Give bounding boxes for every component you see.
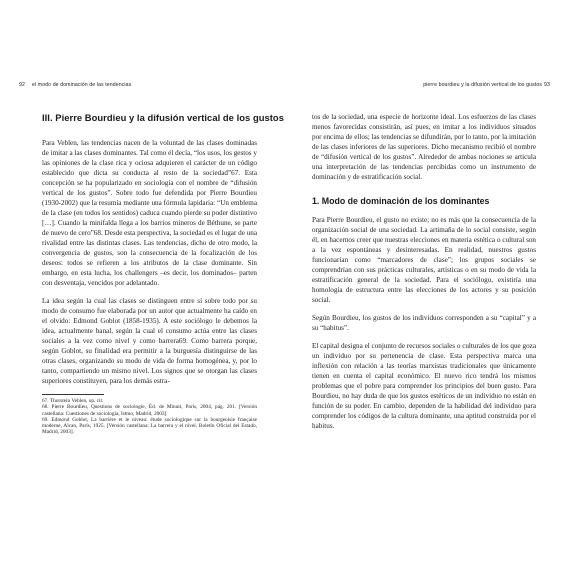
body-paragraph: El capital designa el conjunto de recursos sociales o culturales de los que goza un individuo por su pertenencia de clase. Esta perspectiva marca una inflexión con relación a las teorías marxistas tradicionales que únicamente tienen en cuenta el capital económico. El nuevo rico tendrá los mismos problemas que el pobre para comprender los principios del buen gusto. Para Bourdieu, no hay duda de que los gustos estéticos de un individuo no están en función de su poder. En cambio, dependen de la habilidad del individuo para comprender los códigos de la cultura dominante, una aptitud construida por el habitus.	[312, 342, 536, 430]
footnote-divider	[42, 394, 104, 395]
body-paragraph: Para Pierre Bourdieu, el gusto no existe; no es más que la consecuencia de la organización social de una sociedad. La artimaña de lo social consiste, según él, en hacernos creer que nuestras elecciones en materia estética o cultural son a la vez espontáneas y desinteresadas. En realidad, nuestros gustos funcionarían como “marcadores de clase”; los grupos sociales se comprendrían con sus prácticas culturales, artísticas o en su modo de vida la estratificación general de la sociedad. Para el sociólogo, existiría una homología de estructura entre las elecciones de los actores y su posición social.	[312, 216, 536, 304]
right-page-number: 93	[544, 82, 550, 88]
footnote: 68. Pierre Bourdieu, Questions de sociologie, Éd. de Minuit, París, 2004, pág. 201. [Versión castellana: Cuestiones de sociología, Istmo, Madrid, 2003].	[42, 404, 257, 417]
subsection-heading: 1. Modo de dominación de los dominantes	[312, 196, 490, 206]
right-text-column	[312, 112, 536, 439]
footnote: 69. Edmond Goblot, La barrière et le niveau: étude sociologique sur la bourgeoisie française moderne, Alcan, París, 1925. [Versión castellana: La barrera y el nivel, Boletín Oficial del Estado, Madrid, 2003].	[42, 416, 257, 436]
left-text-column	[42, 112, 284, 436]
body-paragraph: Según Bourdieu, los gustos de los individuos corresponden a su “capital” y a su “habitus”.	[312, 314, 536, 332]
body-paragraph: tos de la sociedad, una especie de horizonte ideal. Los esfuerzos de las clases menos favorecidas consistirán, así pues, en imitar a los individuos situados por encima de ellos; las tendencias se difundirán, por lo tanto, por la imitación de las clases inferiores de las superiores. Dicho mecanismo recibió el nombre de “difusión vertical de los gustos”. Alrededor de ambas nociones se articula una interpretación de las tendencias percibidas como un instrumento de dominación y de estratificación social.	[312, 113, 536, 181]
footnote: 67. Thorstein Veblen, op. cit.	[42, 398, 104, 404]
body-paragraph: La idea según la cual las clases se distinguen entre sí sobre todo por su modo de consumo fue elaborada por un autor que actualmente ha caído en el olvido: Edmond Goblot (1858-1935). A este sociólogo le debemos la idea, actualmente banal, según la cual el consumo actúa entre las clases sociales a la vez como nivel y como barrera69. Como barrera porque, según Goblot, su finalidad era permitir a la burguesía distinguirse de las otras clases, organizando su modo de vida de forma homogénea, y, por lo tanto, compartiendo un mismo nivel. Los signos que se otorgan las clases superiores constituyen, para los demás estra-	[42, 297, 257, 385]
right-running-title: pierre bourdieu y la difusión vertical de los gustos	[423, 82, 542, 88]
left-running-title: el modo de dominación de las tendencias	[32, 82, 132, 88]
body-paragraph: Para Veblen, las tendencias nacen de la voluntad de las clases dominadas de imitar a las clases dominantes. Tal como él decía, “los usos, los gestos y las opiniones de la clase rica y ociosa adquieren el carácter de un código establecido que dicta su conducta al resto de la sociedad”67. Esta concepción se ha popularizado en sociología con el nombre de “difusión vertical de los gustos”. Sobre todo fue defendida por Pierre Bourdieu (1930-2002) que la resumía mediante una fórmula lapidaria: “Un emblema de la clase (en todos los sentidos) caduca cuando pierde su poder distintivo […]. Cuando la minifalda llega a los barrios mineros de Béthune, se parte de nuevo de cero”68. Desde esta perspectiva, la sociedad es el lugar de una rivalidad entre las distintas clases. Las tendencias, dicho de otro modo, la convergencia de gustos, son la consecuencia de la focalización de los deseos: todos se refieren a los atributos de la clase dominante. Sin embargo, en esta lucha, los challengers –es decir, los dominados– parten con desventaja, vencidos por adelantado.	[42, 139, 257, 287]
right-page	[285, 0, 570, 570]
section-heading: III. Pierre Bourdieu y la difusión vertical de los gustos	[42, 112, 284, 123]
left-page-number: 92	[19, 82, 25, 88]
